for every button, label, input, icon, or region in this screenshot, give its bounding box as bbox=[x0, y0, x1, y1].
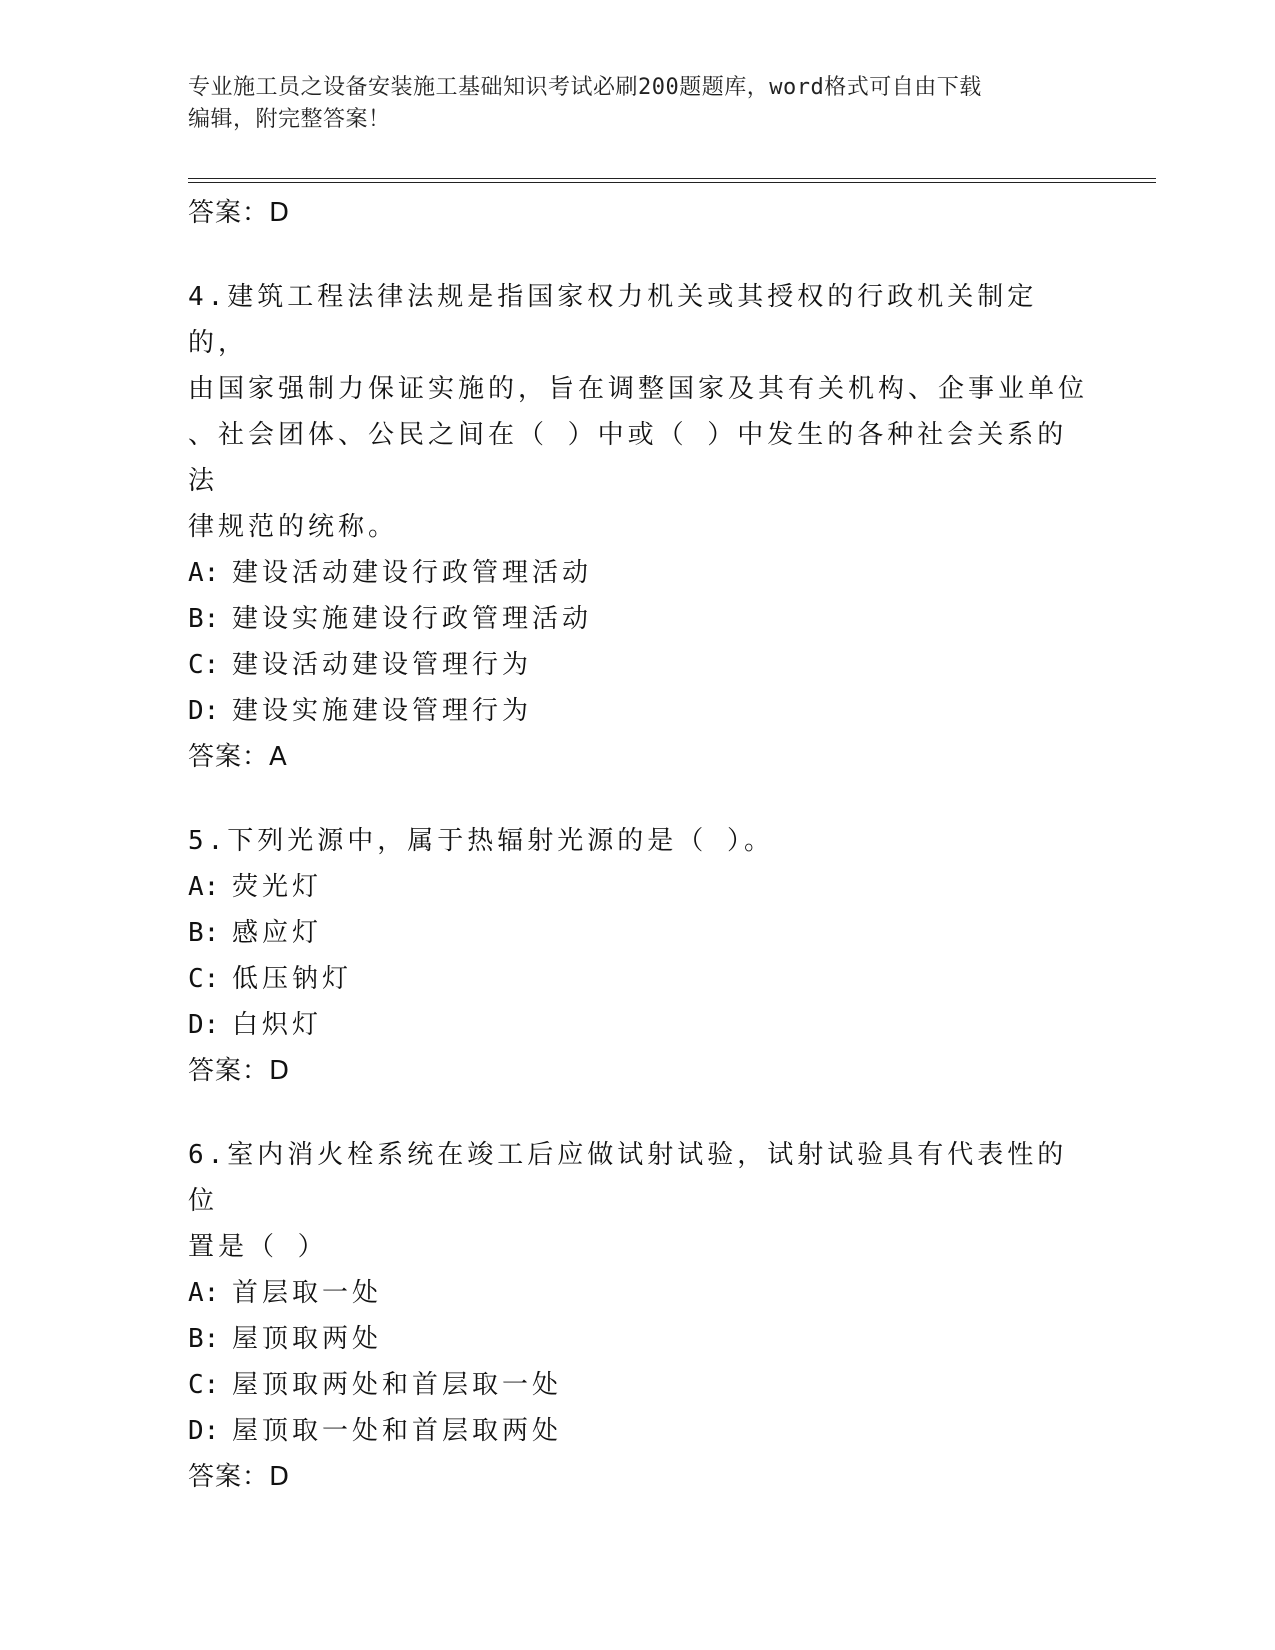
question-4-line-4: 律规范的统称。 bbox=[188, 512, 399, 542]
option-key: A: bbox=[188, 558, 220, 588]
option-key: B: bbox=[188, 604, 220, 634]
question-5-answer: 答案：D bbox=[188, 1056, 291, 1086]
document-body bbox=[188, 190, 1088, 1500]
question-6-option-d bbox=[188, 1408, 1088, 1454]
page-header bbox=[188, 72, 1088, 136]
question-5 bbox=[188, 818, 1088, 1094]
question-4-option-b bbox=[188, 596, 1088, 642]
header-divider bbox=[188, 178, 1156, 183]
question-6-option-c bbox=[188, 1362, 1088, 1408]
question-6-option-b bbox=[188, 1316, 1088, 1362]
option-key: B: bbox=[188, 1324, 220, 1354]
option-text: 荧光灯 bbox=[232, 872, 323, 902]
option-text: 低压钠灯 bbox=[232, 964, 353, 994]
option-key: C: bbox=[188, 1370, 220, 1400]
question-4-answer: 答案：A bbox=[188, 742, 288, 772]
option-text: 首层取一处 bbox=[232, 1278, 383, 1308]
option-key: B: bbox=[188, 918, 220, 948]
option-key: C: bbox=[188, 964, 220, 994]
question-6-answer: 答案：D bbox=[188, 1462, 291, 1492]
option-key: C: bbox=[188, 650, 220, 680]
question-4 bbox=[188, 274, 1088, 780]
question-6-line-2: 置是（ ） bbox=[188, 1232, 328, 1262]
question-5-option-d bbox=[188, 1002, 1088, 1048]
option-key: A: bbox=[188, 1278, 220, 1308]
question-4-line-2: 由国家强制力保证实施的，旨在调整国家及其有关机构、企事业单位 bbox=[188, 374, 1089, 404]
question-6 bbox=[188, 1132, 1088, 1500]
question-4-option-c bbox=[188, 642, 1088, 688]
option-text: 屋顶取一处和首层取两处 bbox=[232, 1416, 563, 1446]
question-5-line-1: 5.下列光源中，属于热辐射光源的是（ ）。 bbox=[188, 826, 774, 856]
option-text: 感应灯 bbox=[232, 918, 323, 948]
option-text: 屋顶取两处 bbox=[232, 1324, 383, 1354]
option-text: 屋顶取两处和首层取一处 bbox=[232, 1370, 563, 1400]
option-text: 建设实施建设管理行为 bbox=[232, 696, 533, 726]
question-4-line-3: 、社会团体、公民之间在（ ）中或（ ）中发生的各种社会关系的法 bbox=[188, 420, 1068, 496]
option-key: D: bbox=[188, 1010, 220, 1040]
question-5-option-b bbox=[188, 910, 1088, 956]
previous-answer: 答案：D bbox=[188, 198, 291, 228]
question-4-line-1: 4.建筑工程法律法规是指国家权力机关或其授权的行政机关制定的， bbox=[188, 282, 1038, 358]
option-key: A: bbox=[188, 872, 220, 902]
question-6-line-1: 6.室内消火栓系统在竣工后应做试射试验，试射试验具有代表性的位 bbox=[188, 1140, 1068, 1216]
option-text: 白炽灯 bbox=[232, 1010, 323, 1040]
header-line-2: 编辑，附完整答案！ bbox=[188, 107, 391, 132]
option-key: D: bbox=[188, 696, 220, 726]
header-line-1: 专业施工员之设备安装施工基础知识考试必刷200题题库，word格式可自由下载 bbox=[188, 75, 982, 100]
question-4-option-d bbox=[188, 688, 1088, 734]
question-5-option-a bbox=[188, 864, 1088, 910]
question-6-option-a bbox=[188, 1270, 1088, 1316]
question-5-option-c bbox=[188, 956, 1088, 1002]
option-text: 建设实施建设行政管理活动 bbox=[232, 604, 593, 634]
option-text: 建设活动建设管理行为 bbox=[232, 650, 533, 680]
question-4-option-a bbox=[188, 550, 1088, 596]
option-key: D: bbox=[188, 1416, 220, 1446]
option-text: 建设活动建设行政管理活动 bbox=[232, 558, 593, 588]
